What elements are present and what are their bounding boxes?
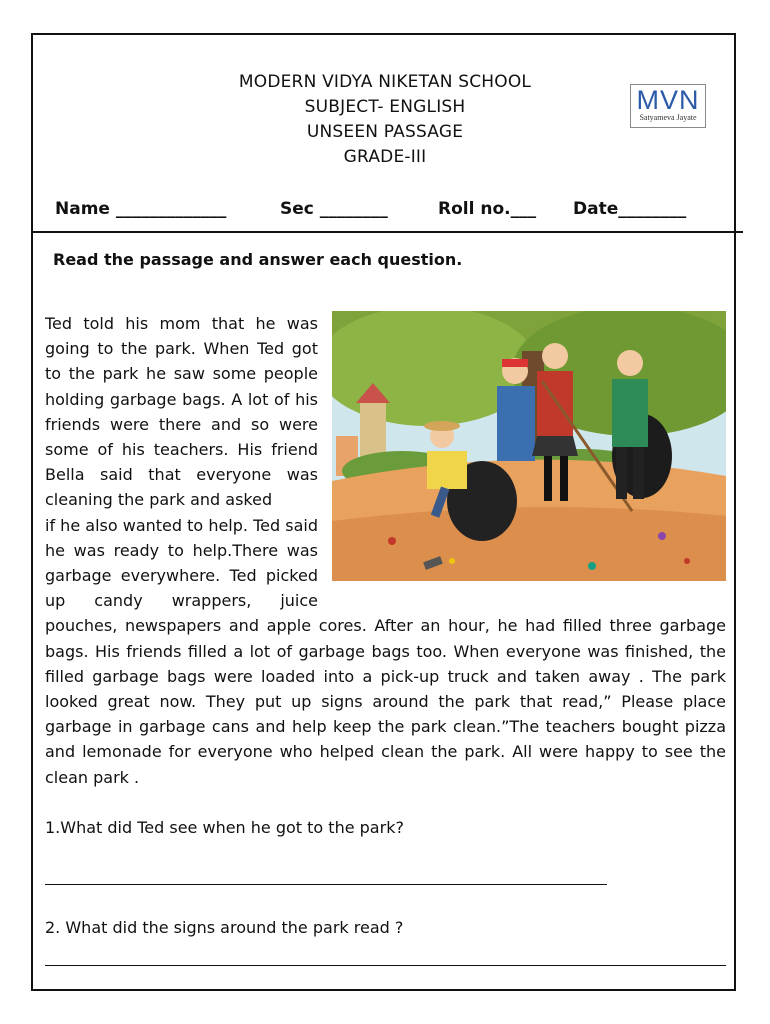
passage-paragraph-1: Ted told his mom that he was going to the park. When Ted got to the park he saw some people holding garbage bags. A lot of his friends were there and so were some of his teachers. His friend Bella said that everyone was cleaning the park and asked <box>45 314 318 510</box>
name-field: Name _____________ <box>55 199 227 219</box>
question-1: 1.What did Ted see when he got to the park? <box>45 818 404 837</box>
school-name: MODERN VIDYA NIKETAN SCHOOL <box>238 72 532 92</box>
question-2: 2. What did the signs around the park read ? <box>45 918 404 937</box>
instruction: Read the passage and answer each question. <box>53 250 463 269</box>
park-cleanup-illustration <box>332 311 726 581</box>
school-logo <box>630 84 706 128</box>
answer-line-2 <box>45 965 726 966</box>
passage-paragraph-2: if he also wanted to help. Ted said he was ready to help.There was garbage everywhere. Ted picked up candy wrappers, juice pouches, newspapers and apple cores. After an hour, he had filled three garbage bags. His friends filled a lot of garbage bags too. When everyone was finished, the filled garbage bags were loaded into a pick-up truck and taken away . The park looked great now. They put up signs around the park that read,” Please place garbage in garbage cans and help keep the park clean.”The teachers bought pizza and lemonade for everyone who helped clean the park. All were happy to see the clean park . <box>45 515 726 787</box>
logo-mark: MVN <box>636 85 700 115</box>
grade-line: GRADE-III <box>343 147 427 167</box>
logo-motto: Satyameva Jayate <box>639 113 697 122</box>
subject-line: SUBJECT- ENGLISH <box>304 97 466 117</box>
answer-line-1 <box>45 884 607 885</box>
worksheet-title: UNSEEN PASSAGE <box>306 122 464 142</box>
header-divider <box>31 231 743 233</box>
roll-number-field: Roll no.___ <box>438 199 537 219</box>
passage <box>45 311 726 790</box>
date-field: Date________ <box>573 199 687 219</box>
section-field: Sec ________ <box>280 199 388 219</box>
